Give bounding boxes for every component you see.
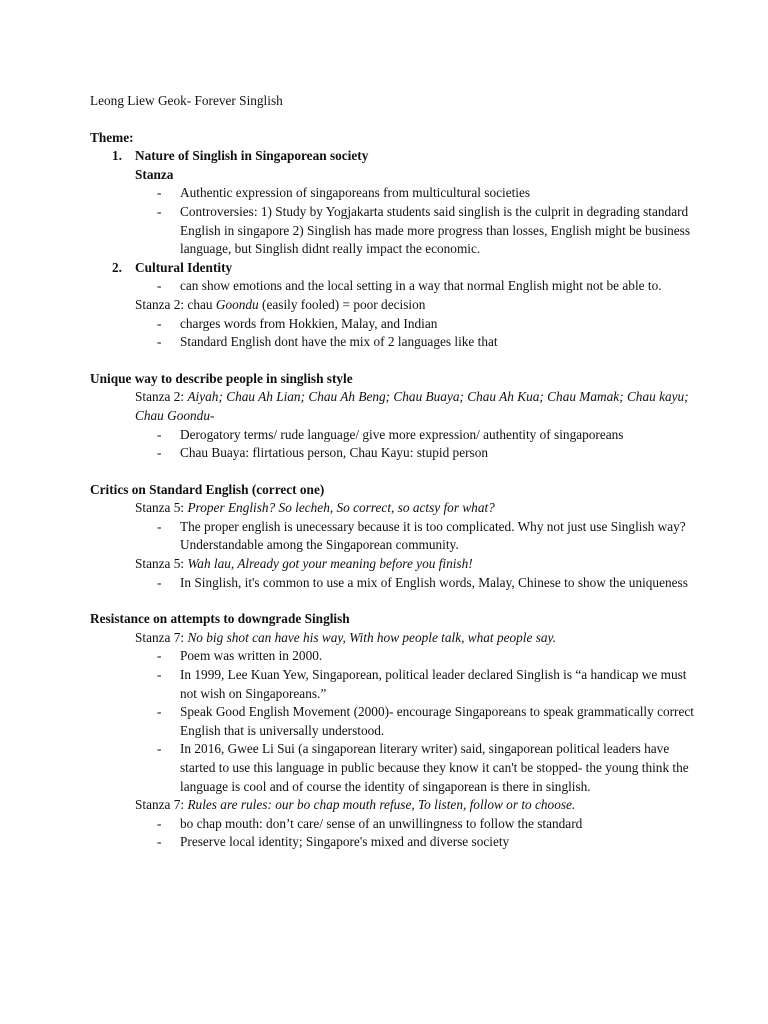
section-1-subheading: Stanza <box>135 166 174 182</box>
stanza-quote: No big shot can have his way, With how people talk, what people say. <box>187 629 557 645</box>
section-2-number: 2. <box>112 259 122 275</box>
dash-marker: - <box>157 315 162 331</box>
dash-marker: - <box>157 518 162 534</box>
stanza-rest: (easily fooled) = poor decision <box>258 296 426 312</box>
section-2-heading <box>90 259 698 278</box>
bullet-text: Authentic expression of singaporeans from multicultural societies <box>180 185 531 201</box>
bullet-item <box>157 740 698 796</box>
dash-marker: - <box>157 278 162 294</box>
bullet-text: Chau Buaya: flirtatious person, Chau Kayu: stupid person <box>180 445 488 461</box>
bullet-item <box>157 426 698 445</box>
bullet-text: Derogatory terms/ rude language/ give more expression/ authentity of singaporeans <box>180 426 624 442</box>
document-title: Leong Liew Geok- Forever Singlish <box>90 93 283 108</box>
dash-marker: - <box>157 203 162 219</box>
bullet-text: Poem was written in 2000. <box>180 648 323 664</box>
bullet-text: can show emotions and the local setting in a way that normal English might not be able to. <box>180 278 662 294</box>
bullet-text: Controversies: 1) Study by Yogjakarta students said singlish is the culprit in degrading standard English in singapore 2) Singlish has made more progress than losses, English might be business language, but Singlish didnt really impact the economic. <box>180 203 691 257</box>
stanza-quote: Aiyah; Chau Ah Lian; Chau Ah Beng; Chau Buaya; Chau Ah Kua; Chau Mamak; Chau kayu; Chau Goondu- <box>135 389 689 423</box>
stanza-label: Stanza 5: <box>135 500 188 516</box>
dash-marker: - <box>157 574 162 590</box>
stanza-quote: Proper English? So lecheh, So correct, so actsy for what? <box>187 500 495 516</box>
bullet-item <box>157 647 698 666</box>
critics-bullets-1 <box>90 518 698 555</box>
bullet-item <box>157 333 698 352</box>
critics-heading: Critics on Standard English (correct one) <box>90 481 325 497</box>
section-1-heading <box>90 147 698 166</box>
bullet-item <box>157 184 698 203</box>
bullet-text: In 1999, Lee Kuan Yew, Singaporean, political leader declared Singlish is “a handicap we must not wish on Singaporeans.” <box>180 667 687 701</box>
dash-marker: - <box>157 426 162 442</box>
bullet-item <box>157 574 698 593</box>
section-2-bullets <box>90 277 698 296</box>
dash-marker: - <box>157 648 162 664</box>
bullet-item <box>157 703 698 740</box>
bullet-text: The proper english is unecessary because it is too complicated. Why not just use Singlish way? Understandable among the Singaporean community. <box>180 518 686 553</box>
bullet-text: In 2016, Gwee Li Sui (a singaporean literary writer) said, singaporean political leaders have started to use this language in public because they know it can't be stopped- the young think the language is cool and of course the identity of singaporean is there in singlish. <box>180 741 689 794</box>
critics-stanza-2 <box>90 555 698 574</box>
section-2-stanza <box>90 296 698 315</box>
bullet-item <box>157 518 698 555</box>
dash-marker: - <box>157 741 162 757</box>
section-2-bullets-2 <box>90 315 698 352</box>
bullet-item <box>157 833 698 852</box>
dash-marker: - <box>157 667 162 683</box>
bullet-item <box>157 203 698 259</box>
unique-stanza <box>90 388 698 425</box>
stanza-label: Stanza 7: <box>135 629 188 645</box>
bullet-item <box>157 315 698 334</box>
stanza-quote: Wah lau, Already got your meaning before you finish! <box>187 556 473 572</box>
bullet-text: In Singlish, it's common to use a mix of English words, Malay, Chinese to show the uniqueness <box>180 574 688 590</box>
resistance-bullets-1 <box>90 647 698 796</box>
section-1-number: 1. <box>112 148 122 164</box>
unique-heading: Unique way to describe people in singlish style <box>90 370 353 386</box>
critics-bullets-2 <box>90 574 698 593</box>
bullet-item <box>157 444 698 463</box>
dash-marker: - <box>157 445 162 461</box>
stanza-label: Stanza 2: <box>135 389 188 405</box>
resistance-stanza-2 <box>90 796 698 815</box>
dash-marker: - <box>157 704 162 720</box>
theme-heading: Theme: <box>90 129 134 145</box>
section-1-bullets <box>90 184 698 258</box>
stanza-label: Stanza 2: chau <box>135 296 216 312</box>
bullet-text: Speak Good English Movement (2000)- encourage Singaporeans to speak grammatically correct English that is universally understood. <box>180 704 694 738</box>
unique-bullets <box>90 426 698 463</box>
dash-marker: - <box>157 185 162 201</box>
bullet-text: Standard English dont have the mix of 2 languages like that <box>180 334 498 350</box>
resistance-heading: Resistance on attempts to downgrade Singlish <box>90 611 350 627</box>
section-1-title: Nature of Singlish in Singaporean society <box>135 148 369 164</box>
dash-marker: - <box>157 834 162 850</box>
bullet-item <box>157 277 698 296</box>
section-2-title: Cultural Identity <box>135 259 233 275</box>
dash-marker: - <box>157 815 162 831</box>
stanza-label: Stanza 7: <box>135 797 188 813</box>
stanza-label: Stanza 5: <box>135 556 188 572</box>
critics-stanza-1 <box>90 499 698 518</box>
bullet-text: Preserve local identity; Singapore's mixed and diverse society <box>180 834 510 850</box>
resistance-stanza-1 <box>90 629 698 648</box>
bullet-text: bo chap mouth: don’t care/ sense of an unwillingness to follow the standard <box>180 815 583 831</box>
bullet-item <box>157 815 698 834</box>
dash-marker: - <box>157 334 162 350</box>
stanza-quote: Goondu <box>215 296 259 312</box>
bullet-text: charges words from Hokkien, Malay, and Indian <box>180 315 438 331</box>
bullet-item <box>157 666 698 703</box>
stanza-quote: Rules are rules: our bo chap mouth refuse, To listen, follow or to choose. <box>187 797 576 813</box>
resistance-bullets-2 <box>90 815 698 852</box>
